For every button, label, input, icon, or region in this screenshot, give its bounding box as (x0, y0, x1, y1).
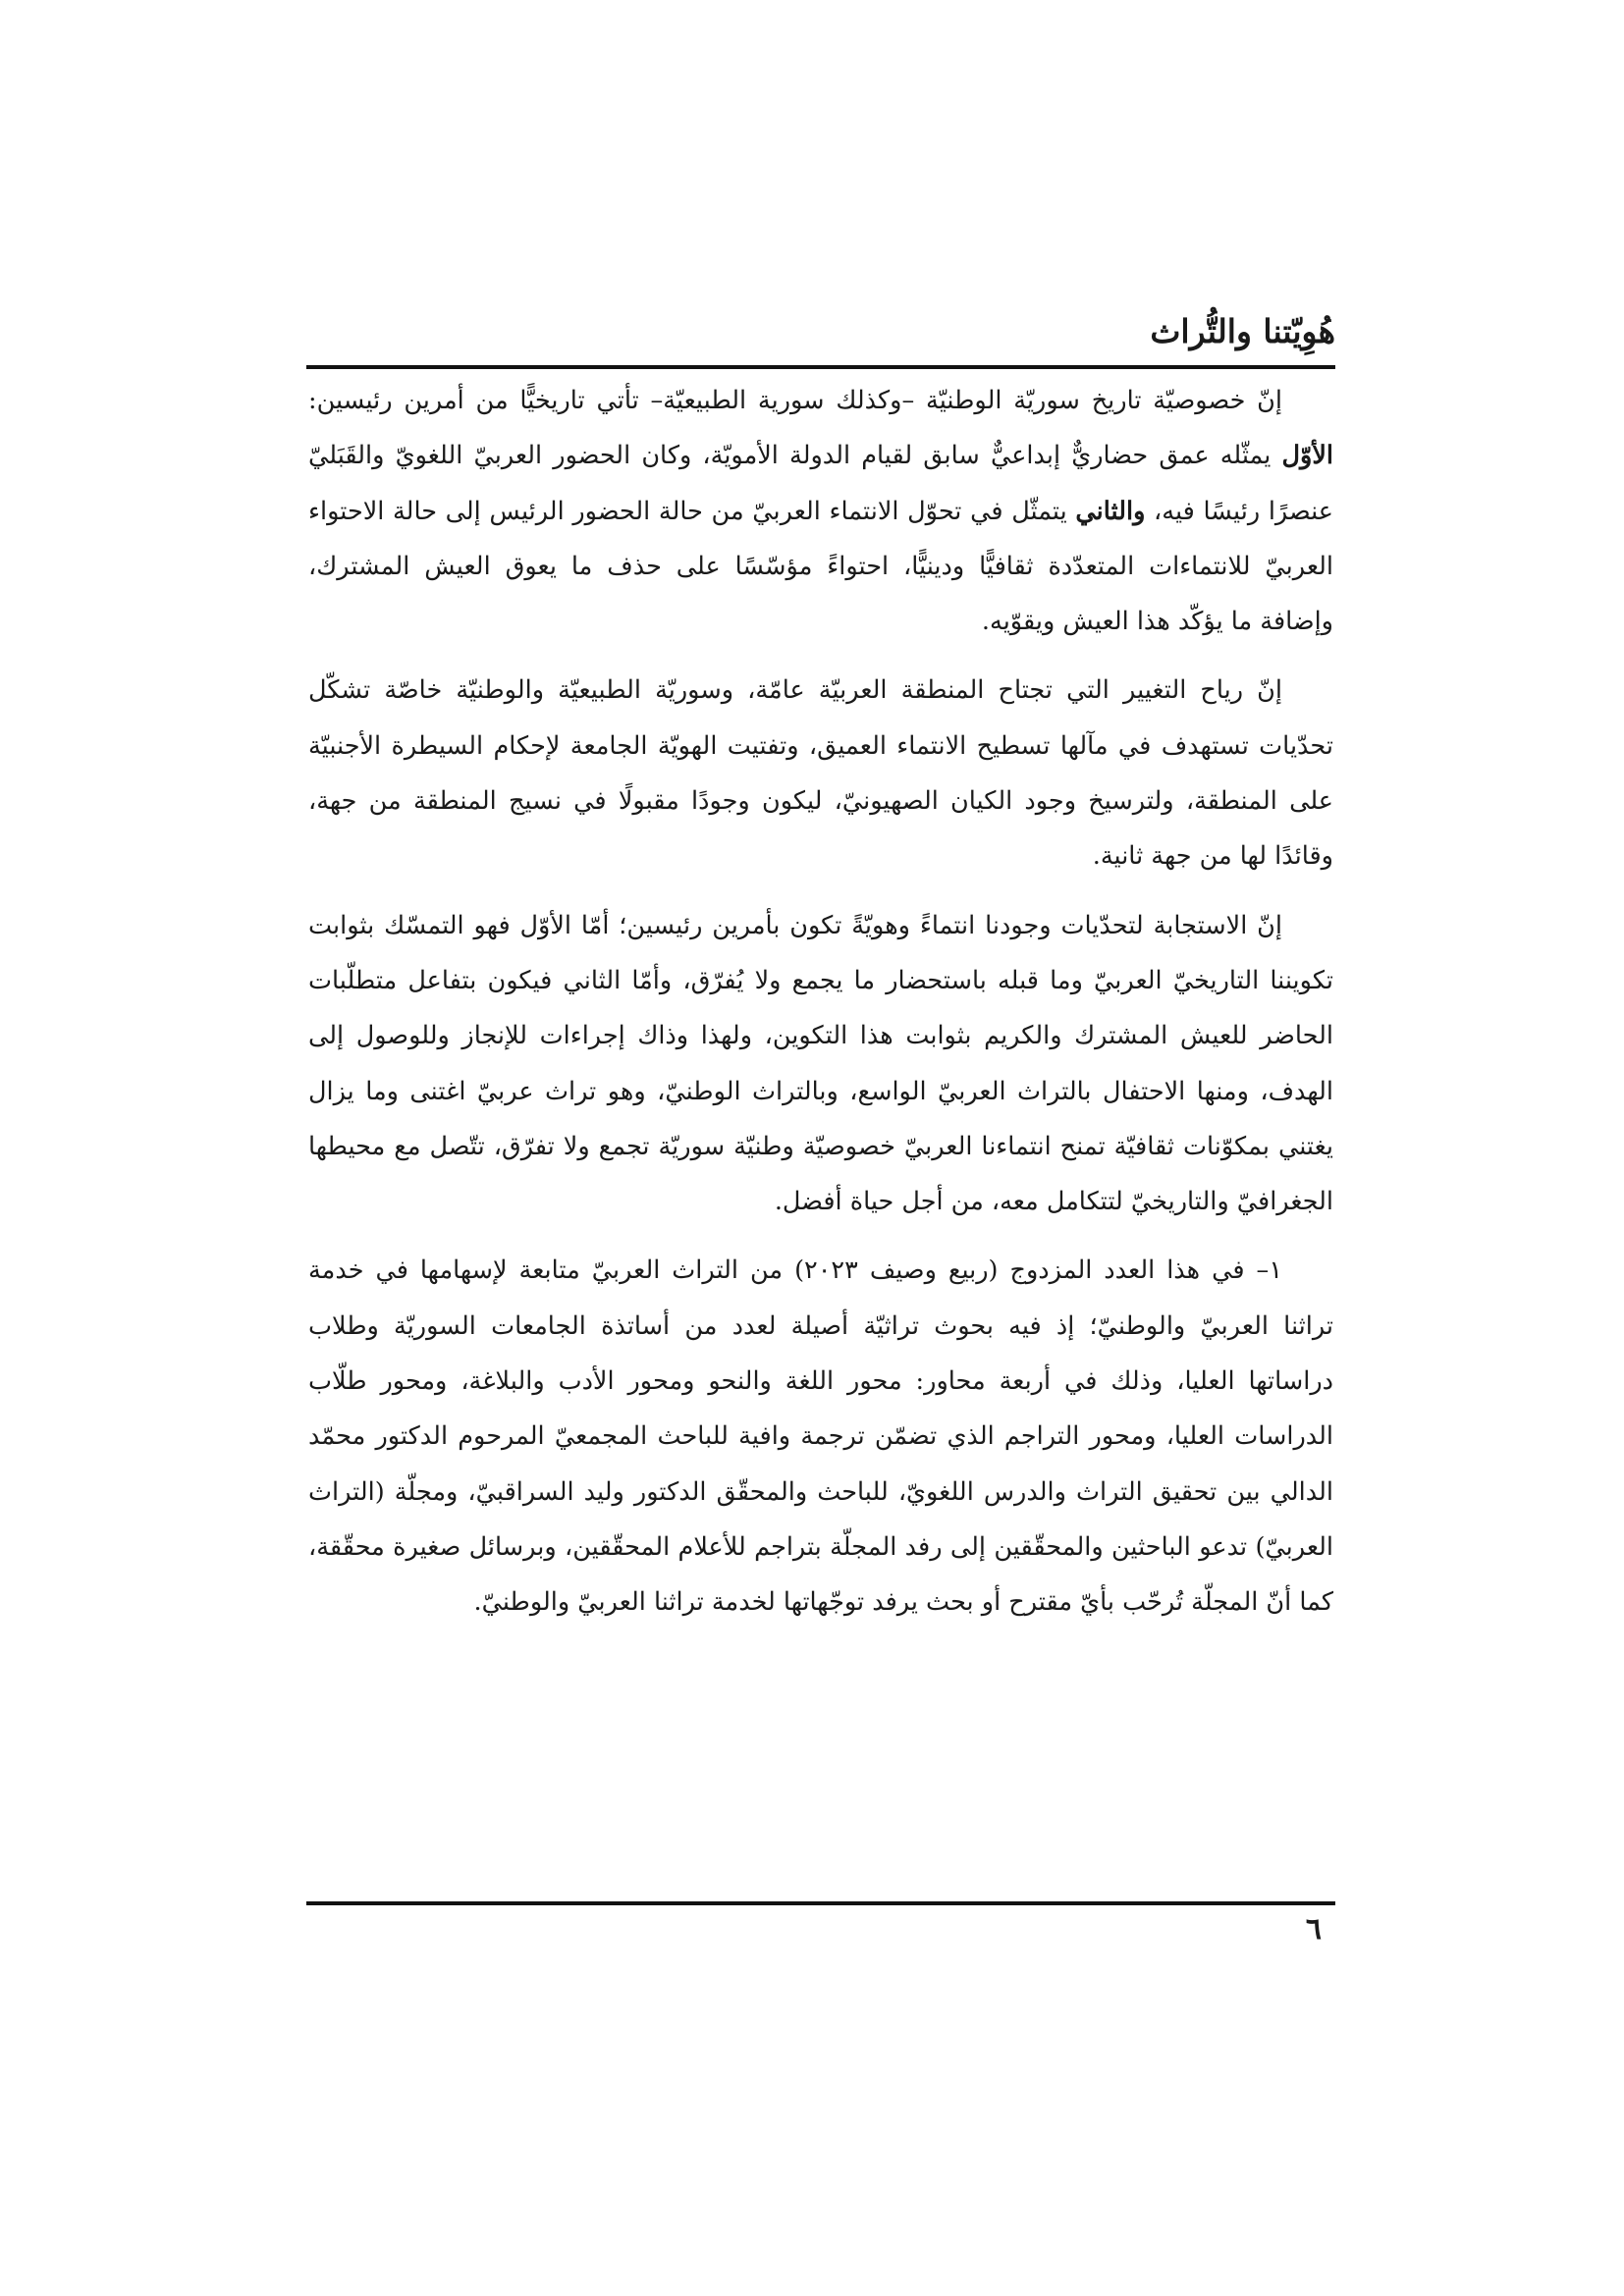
paragraph-1 (308, 373, 1333, 649)
paragraph-1-term-first: الأوّل (1281, 441, 1333, 471)
body-text (308, 373, 1333, 1630)
paragraph-1-tail: يتمثّل في تحوّل الانتماء العربيّ من حالة الحضور الرئيس إلى حالة الاحتواء العربيّ للانتماءات المتعدّدة ثقافيًّا ودينيًّا، احتواءً مؤسّسًا على حذف ما يعوق العيش المشترك، وإضافة ما يؤكّد هذا العيش ويقوّيه. (308, 496, 1333, 637)
paragraph-3: إنّ الاستجابة لتحدّيات وجودنا انتماءً وهويّةً تكون بأمرين رئيسين؛ أمّا الأوّل فهو التمسّك بثوابت تكويننا التاريخيّ العربيّ وما قبله باستحضار ما يجمع ولا يُفرّق، وأمّا الثاني فيكون بتفاعل متطلّبات الحاضر للعيش المشترك والكريم بثوابت هذا التكوين، ولهذا وذاك إجراءات للإنجاز وللوصول إلى الهدف، ومنها الاحتفال بالتراث العربيّ الواسع، وبالتراث الوطنيّ، وهو تراث عربيّ اغتنى وما يزال يغتني بمكوّنات ثقافيّة تمنح انتماءنا العربيّ خصوصيّة وطنيّة سوريّة تجمع ولا تفرّق، تتّصل مع محيطها الجغرافيّ والتاريخيّ لتتكامل معه، من أجل حياة أفضل. (308, 910, 1333, 1217)
running-header-title: هُوِيّتنا والتُّراث (1150, 312, 1335, 350)
page-number: ٦ (1305, 1912, 1322, 1947)
paragraph-2: إنّ رياح التغيير التي تجتاح المنطقة العربيّة عامّة، وسوريّة الطبيعيّة والوطنيّة خاصّة تشكّل تحدّيات تستهدف في مآلها تسطيح الانتماء العميق، وتفتيت الهويّة الجامعة لإحكام السيطرة الأجنبيّة على المنطقة، ولترسيخ وجود الكيان الصهيونيّ، ليكون وجودًا مقبولًا في نسيج المنطقة من جهة، وقائدًا لها من جهة ثانية. (308, 675, 1333, 872)
paragraph-1-lead: إنّ خصوصيّة تاريخ سوريّة الوطنيّة –وكذلك سورية الطبيعيّة– تأتي تاريخيًّا من أمرين رئيسين: (308, 386, 1282, 415)
paragraph-4: ١– في هذا العدد المزدوج (ربيع وصيف ٢٠٢٣) من التراث العربيّ متابعة لإسهامها في خدمة تراثنا العربيّ والوطنيّ؛ إذ فيه بحوث تراثيّة أصيلة لعدد من أساتذة الجامعات السوريّة وطلاب دراساتها العليا، وذلك في أربعة محاور: محور اللغة والنحو ومحور الأدب والبلاغة، ومحور طلّاب الدراسات العليا، ومحور التراجم الذي تضمّن ترجمة وافية للباحث المجمعيّ المرحوم الدكتور محمّد الدالي بين تحقيق التراث والدرس اللغويّ، للباحث والمحقّق الدكتور وليد السراقبيّ، ومجلّة (التراث العربيّ) تدعو الباحثين والمحقّقين إلى رفد المجلّة بتراجم للأعلام المحقّقين، وبرسائل صغيرة محقّقة، كما أنّ المجلّة تُرحّب بأيّ مقترح أو بحث يرفد توجّهاتها لخدمة تراثنا العربيّ والوطنيّ. (308, 1255, 1333, 1618)
paragraph-1-term-second: والثاني (1075, 496, 1146, 526)
footer-rule (306, 1901, 1335, 1905)
paragraph-1-middle: يمثّله عمق حضاريٌّ إبداعيٌّ سابق لقيام الدولة الأمويّة، وكان الحضور العربيّ اللغويّ والقَبَليّ عنصرًا رئيسًا فيه، (308, 441, 1333, 526)
header-rule (306, 365, 1335, 369)
